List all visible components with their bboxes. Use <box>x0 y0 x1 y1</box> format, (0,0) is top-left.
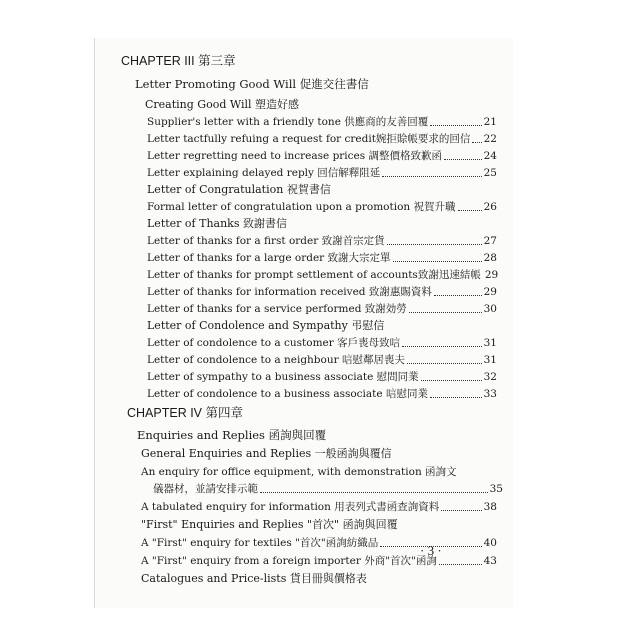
toc-entry: Letter of condolence to a customer 客戶喪母致唁 31 <box>147 337 497 349</box>
toc-entry: Letter of condolence to a business associate 唁慰同業 33 <box>147 388 497 400</box>
toc-entry: An enquiry for office equipment, with demonstration 函詢文 <box>141 466 457 478</box>
toc-entry: Letter of sympathy to a business associate 慰問同業 32 <box>147 371 497 383</box>
toc-entry: Letter of thanks for a service performed 致謝効勞 30 <box>147 303 497 315</box>
book-page <box>94 38 513 608</box>
toc-entry: Letter of thanks for information received 致謝惠賜資料 29 <box>147 286 497 298</box>
toc-entry: A tabulated enquiry for information 用表列式書函查詢資料 38 <box>141 501 497 513</box>
toc-subsection-heading: Letter of Thanks 致謝書信 <box>147 217 287 230</box>
toc-chapter-heading: CHAPTER IV 第四章 <box>127 406 243 420</box>
toc-subsection-heading: General Enquiries and Replies 一般函詢與覆信 <box>141 447 392 460</box>
toc-entry: A "First" enquiry from a foreign importer 外商"首次"函詢 43 <box>141 555 497 567</box>
toc-subsection-heading: Creating Good Will 塑造好感 <box>145 98 300 111</box>
toc-entry: Letter of condolence to a neighbour 唁慰鄰居喪夫 31 <box>147 354 497 366</box>
toc-entry-continued: 儀器材，並請安排示範 35 <box>153 483 503 495</box>
page-number: · 3 · <box>420 543 442 558</box>
toc-section-heading: Letter Promoting Good Will 促進交往書信 <box>135 77 369 91</box>
toc-subsection-heading: Catalogues and Price-lists 貨目冊與價格表 <box>141 572 367 585</box>
toc-section-heading: Enquiries and Replies 函詢與回覆 <box>137 428 327 442</box>
toc-entry: Supplier's letter with a friendly tone 供應商的友善回覆 21 <box>147 116 497 128</box>
toc-entry: Letter of thanks for prompt settlement of accounts致謝迅速結帳 29 <box>147 269 499 281</box>
toc-subsection-heading: Letter of Condolence and Sympathy 弔慰信 <box>147 319 385 332</box>
toc-entry: Letter explaining delayed reply 回信解釋阻延 25 <box>147 167 497 179</box>
toc-entry: Letter regretting need to increase prices 調整價格致歉函 24 <box>147 150 497 162</box>
toc-subsection-heading: "First" Enquiries and Replies "首次" 函詢與回覆 <box>141 518 398 531</box>
toc-entry: Letter of thanks for a first order 致謝首宗定貨 27 <box>147 235 497 247</box>
toc-entry: Formal letter of congratulation upon a promotion 祝賀升職 26 <box>147 201 497 213</box>
toc-entry: Letter of thanks for a large order 致謝大宗定單 28 <box>147 252 497 264</box>
toc-entry: A "First" enquiry for textiles "首次"函詢紡織品 40 <box>141 537 497 549</box>
toc-subsection-heading: Letter of Congratulation 祝賀書信 <box>147 183 331 196</box>
toc-chapter-heading: CHAPTER III 第三章 <box>121 54 236 68</box>
toc-entry: Letter tactfully refuing a request for credit婉拒賒帳要求的回信 22 <box>147 133 497 145</box>
